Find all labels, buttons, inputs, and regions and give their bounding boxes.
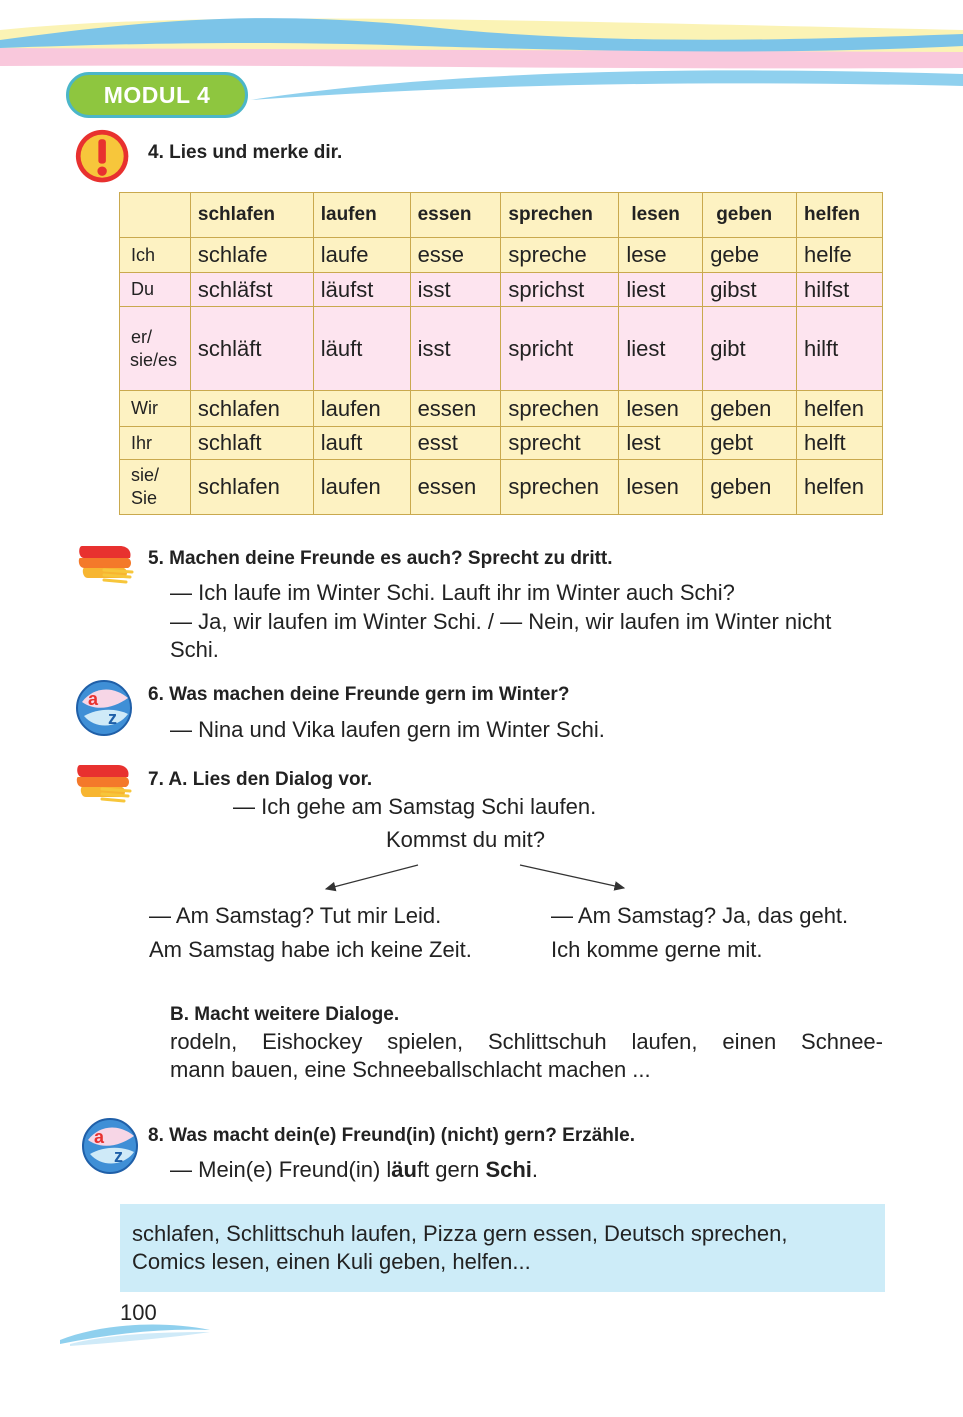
- verb-form-cell: lesen: [619, 460, 703, 515]
- verb-form-cell: laufen: [313, 391, 410, 427]
- dialog-left-line-1: — Am Samstag? Tut mir Leid.: [149, 903, 442, 928]
- verb-form-cell: liest: [619, 307, 703, 391]
- verb-form-cell: läuft: [313, 307, 410, 391]
- pronoun-cell: Du: [120, 273, 191, 307]
- verb-form-cell: helfen: [797, 460, 883, 515]
- example-text: .: [531, 1157, 539, 1182]
- verb-form-cell: schläft: [190, 307, 313, 391]
- task-6-title: 6. Was machen deine Freunde gern im Winter?: [148, 684, 570, 705]
- task-6-line-1: — Nina und Vika laufen gern im Winter Schi.: [170, 717, 605, 742]
- verb-form-cell: schläfst: [190, 273, 313, 307]
- hand-speech-icon: [74, 542, 134, 586]
- conjugation-table: [119, 192, 883, 515]
- example-highlight: Schi: [485, 1157, 532, 1182]
- page-number: 100: [120, 1300, 157, 1325]
- verb-form-cell: helfen: [797, 391, 883, 427]
- task-5-line-1: — Ich laufe im Winter Schi. Lauft ihr im Winter auch Schi?: [170, 580, 735, 605]
- table-row: [120, 460, 883, 515]
- verb-form-cell: schlafen: [190, 460, 313, 515]
- dialog-prompt-line-2: Kommst du mit?: [386, 827, 545, 852]
- verb-form-cell: schlaft: [190, 427, 313, 460]
- table-header-cell: sprechen: [501, 193, 619, 238]
- pronoun-line: sie/es: [130, 349, 178, 370]
- table-header-cell: laufen: [313, 193, 410, 238]
- verb-form-cell: gebt: [703, 427, 797, 460]
- svg-text:a: a: [94, 1127, 105, 1147]
- word-box-line-2: Comics lesen, einen Kuli geben, helfen...: [132, 1249, 531, 1274]
- pronoun-line: Sie: [131, 488, 158, 508]
- a-z-icon: [74, 678, 134, 738]
- pronoun-cell: Wir: [120, 391, 191, 427]
- table-row: [120, 391, 883, 427]
- verb-form-cell: geben: [703, 460, 797, 515]
- pronoun-line: sie/: [131, 465, 160, 485]
- verb-form-cell: sprechen: [501, 391, 619, 427]
- dialog-left-line-2: Am Samstag habe ich keine Zeit.: [149, 937, 472, 962]
- verb-form-cell: sprechen: [501, 460, 619, 515]
- table-header-row: [120, 193, 883, 238]
- verb-form-cell: helfe: [797, 238, 883, 273]
- verb-form-cell: helft: [797, 427, 883, 460]
- table-header-cell: lesen: [619, 193, 703, 238]
- dialog-prompt-line-1: — Ich gehe am Samstag Schi laufen.: [233, 794, 597, 819]
- pronoun-cell: [120, 460, 191, 515]
- task-5-title: 5. Machen deine Freunde es auch? Sprecht zu dritt.: [148, 548, 613, 569]
- table-row: [120, 238, 883, 273]
- word-box: [120, 1204, 885, 1292]
- verb-form-cell: sprecht: [501, 427, 619, 460]
- verb-form-cell: gibt: [703, 307, 797, 391]
- task-7b-line-1: rodeln, Eishockey spielen, Schlittschuh laufen, einen Schnee-: [170, 1029, 883, 1054]
- table-header-cell: [120, 193, 191, 238]
- pronoun-line: er/: [131, 326, 153, 347]
- table-header-cell: geben: [703, 193, 797, 238]
- table-header-cell: schlafen: [190, 193, 313, 238]
- exclamation-icon: [72, 128, 136, 188]
- table-header-cell: essen: [410, 193, 501, 238]
- verb-form-cell: geben: [703, 391, 797, 427]
- a-z-icon: [80, 1116, 140, 1176]
- example-text: — Mein(e) Freund(in) l: [170, 1157, 392, 1182]
- pronoun-cell: Ich: [120, 238, 191, 273]
- table-header-cell: helfen: [797, 193, 883, 238]
- verb-form-cell: schlafe: [190, 238, 313, 273]
- verb-form-cell: essen: [410, 391, 501, 427]
- verb-form-cell: schlafen: [190, 391, 313, 427]
- verb-form-cell: spreche: [501, 238, 619, 273]
- pronoun-cell: Ihr: [120, 427, 191, 460]
- task-8-title: 8. Was macht dein(e) Freund(in) (nicht) gern? Erzähle.: [148, 1125, 636, 1146]
- svg-text:a: a: [88, 689, 99, 709]
- task-7b-title: B. Macht weitere Dialoge.: [170, 1004, 400, 1025]
- task-7b-line-2: mann bauen, eine Schneeballschlacht machen ...: [170, 1057, 651, 1082]
- example-highlight: äu: [391, 1157, 417, 1182]
- verb-form-cell: isst: [410, 273, 501, 307]
- modul-label: MODUL 4: [66, 72, 248, 118]
- svg-text:z: z: [114, 1146, 123, 1166]
- verb-form-cell: hilft: [797, 307, 883, 391]
- task-4-title: 4. Lies und merke dir.: [148, 142, 343, 163]
- table-row: [120, 427, 883, 460]
- verb-form-cell: laufe: [313, 238, 410, 273]
- verb-form-cell: gebe: [703, 238, 797, 273]
- pronoun-cell: [120, 307, 191, 391]
- verb-form-cell: sprichst: [501, 273, 619, 307]
- svg-text:z: z: [108, 708, 117, 728]
- dialog-branch-arrows: [300, 855, 660, 900]
- verb-form-cell: läufst: [313, 273, 410, 307]
- verb-form-cell: essen: [410, 460, 501, 515]
- verb-form-cell: esse: [410, 238, 501, 273]
- example-text: ft gern: [416, 1157, 486, 1182]
- verb-form-cell: liest: [619, 273, 703, 307]
- verb-form-cell: lese: [619, 238, 703, 273]
- dialog-right-line-2: Ich komme gerne mit.: [551, 937, 763, 962]
- verb-form-cell: spricht: [501, 307, 619, 391]
- task-7-title: 7. A. Lies den Dialog vor.: [148, 769, 373, 790]
- table-row: [120, 273, 883, 307]
- dialog-right-line-1: — Am Samstag? Ja, das geht.: [551, 903, 849, 928]
- verb-form-cell: isst: [410, 307, 501, 391]
- verb-form-cell: laufen: [313, 460, 410, 515]
- verb-form-cell: esst: [410, 427, 501, 460]
- verb-form-cell: lauft: [313, 427, 410, 460]
- verb-form-cell: hilfst: [797, 273, 883, 307]
- task-5-line-3: Schi.: [170, 637, 219, 662]
- word-box-line-1: schlafen, Schlittschuh laufen, Pizza gern essen, Deutsch sprechen,: [132, 1221, 788, 1246]
- task-5-line-2: — Ja, wir laufen im Winter Schi. / — Nein, wir laufen im Winter nicht: [170, 609, 832, 634]
- verb-form-cell: lest: [619, 427, 703, 460]
- hand-speech-icon: [72, 761, 132, 805]
- verb-form-cell: lesen: [619, 391, 703, 427]
- task-8-example: [170, 1157, 538, 1183]
- verb-form-cell: gibst: [703, 273, 797, 307]
- table-row: [120, 307, 883, 391]
